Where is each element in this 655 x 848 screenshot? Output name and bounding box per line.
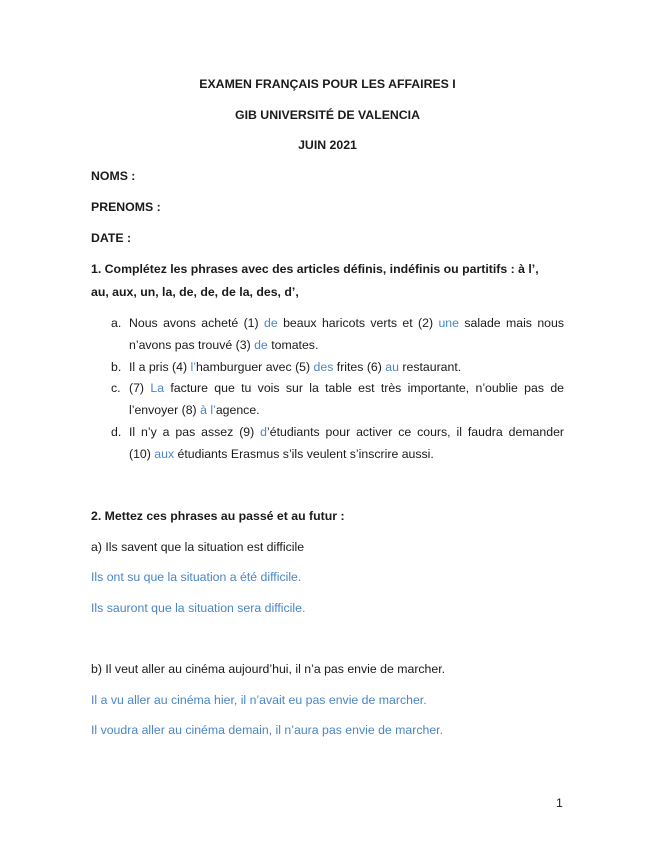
q1-instruction-line2: au, aux, un, la, de, de, de la, des, d’,: [91, 285, 299, 299]
exam-date: JUIN 2021: [298, 138, 357, 152]
item-c-text-1: (7): [129, 381, 151, 395]
item-c-line2: [129, 403, 564, 418]
item-d-text-2: ’étudiants pour activer ce cours, il faudra demander: [267, 425, 565, 439]
item-c-line1: [129, 381, 564, 396]
answer-8: à l’: [200, 403, 216, 417]
q2a-sentence: a) Ils savent que la situation est difficile: [91, 540, 305, 554]
item-c-letter: c.: [111, 381, 121, 395]
item-d-line2: [129, 447, 564, 462]
item-d-text-1: Il n’y a pas assez (9): [129, 425, 261, 439]
page-number: 1: [556, 796, 563, 810]
q2b-past-answer: Il a vu aller au cinéma hier, il n’avait eu pas envie de marcher.: [91, 693, 427, 707]
item-a-letter: a.: [111, 316, 122, 330]
answer-2: une: [438, 316, 459, 330]
answer-6: au: [385, 360, 399, 374]
item-a-line2: [129, 338, 564, 353]
prenoms-field: PRENOMS :: [91, 200, 161, 214]
exam-title: EXAMEN FRANÇAIS POUR LES AFFAIRES I: [199, 77, 456, 91]
item-c-text-3: l’envoyer (8): [129, 403, 201, 417]
answer-5: des: [313, 360, 334, 374]
q2b-future-answer: Il voudra aller au cinéma demain, il n’aura pas envie de marcher.: [91, 723, 444, 737]
answer-10: aux: [154, 447, 175, 461]
item-a-text-1: Nous avons acheté (1): [129, 316, 264, 330]
school-name: GIB UNIVERSITÉ DE VALENCIA: [235, 108, 420, 122]
item-d-line1: [129, 425, 564, 440]
item-b-letter: b.: [111, 360, 122, 374]
answer-7: La: [150, 381, 165, 395]
item-d-letter: d.: [111, 425, 122, 439]
q1-instruction-line1: 1. Complétez les phrases avec des articles définis, indéfinis ou partitifs : à l’,: [91, 262, 539, 276]
noms-field: NOMS :: [91, 169, 136, 183]
item-b-line1: [129, 360, 564, 375]
item-a-text-3: salade mais nous: [459, 316, 565, 330]
item-a-text-2: beaux haricots verts et (2): [277, 316, 439, 330]
q2b-sentence: b) Il veut aller au cinéma aujourd’hui, il n’a pas envie de marcher.: [91, 662, 446, 676]
item-c-text-2: facture que tu vois sur la table est très importante, n’oublie pas de: [164, 381, 565, 395]
date-field: DATE :: [91, 231, 132, 245]
item-a-line1: [129, 316, 564, 331]
item-a-text-4: n’avons pas trouvé (3): [129, 338, 255, 352]
item-d-text-4: étudiants Erasmus s’ils veulent s’inscrire aussi.: [174, 447, 434, 461]
q2-instruction: 2. Mettez ces phrases au passé et au futur :: [91, 509, 345, 523]
answer-1: de: [264, 316, 278, 330]
item-b-text-4: restaurant.: [398, 360, 462, 374]
item-c-text-4: agence.: [215, 403, 260, 417]
item-b-text-3: frites (6): [333, 360, 386, 374]
item-b-text-1: Il a pris (4): [129, 360, 191, 374]
item-b-text-2: hamburguer avec (5): [195, 360, 314, 374]
item-d-text-3: (10): [129, 447, 155, 461]
answer-4: l’: [190, 360, 196, 374]
answer-9: d: [260, 425, 267, 439]
answer-3: de: [254, 338, 268, 352]
item-a-text-5: tomates.: [267, 338, 319, 352]
q2a-past-answer: Ils ont su que la situation a été difficile.: [91, 570, 302, 584]
q2a-future-answer: Ils sauront que la situation sera difficile.: [91, 601, 306, 615]
